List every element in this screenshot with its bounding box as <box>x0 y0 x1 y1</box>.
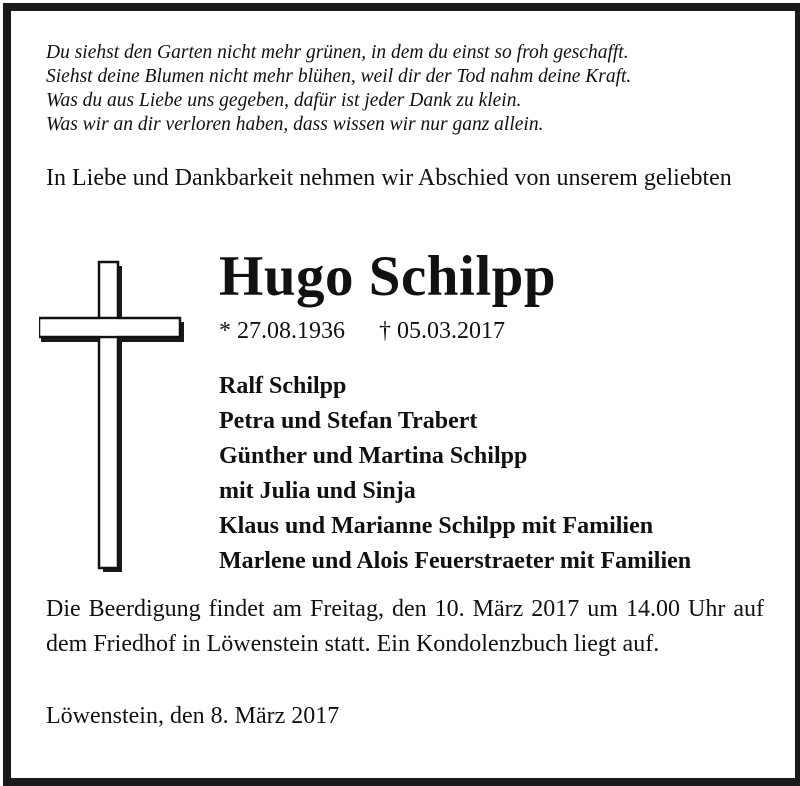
mourner-line: mit Julia und Sinja <box>219 478 416 504</box>
poem-line: Du siehst den Garten nicht mehr grünen, in dem du einst so froh geschafft. <box>46 42 629 63</box>
mourner-line: Klaus und Marianne Schilpp mit Familien <box>219 513 654 539</box>
mourner-line: Ralf Schilpp <box>219 373 347 399</box>
latin-cross-icon <box>39 254 189 589</box>
place-and-date: Löwenstein, den 8. März 2017 <box>46 703 340 729</box>
mourners-list <box>219 369 691 579</box>
mourner-line: Günther und Martina Schilpp <box>219 443 528 469</box>
funeral-details: Die Beerdigung findet am Freitag, den 10. März 2017 um 14.00 Uhr auf dem Friedhof in Löwenstein statt. Ein Kondolenzbuch liegt auf. <box>46 596 764 657</box>
memorial-poem <box>46 41 776 137</box>
mourner-line: Marlene und Alois Feuerstraeter mit Familien <box>219 548 692 574</box>
life-dates <box>219 318 505 345</box>
poem-line: Was wir an dir verloren haben, dass wissen wir nur ganz allein. <box>46 114 544 135</box>
poem-line: Was du aus Liebe uns gegeben, dafür ist jeder Dank zu klein. <box>46 90 522 111</box>
farewell-intro: In Liebe und Dankbarkeit nehmen wir Abschied von unserem geliebten <box>46 165 732 191</box>
mourner-line: Petra und Stefan Trabert <box>219 408 478 434</box>
death-date: † 05.03.2017 <box>379 318 505 344</box>
birth-date: * 27.08.1936 <box>219 318 345 344</box>
deceased-name: Hugo Schilpp <box>219 245 557 308</box>
poem-line: Siehst deine Blumen nicht mehr blühen, weil dir der Tod nahm deine Kraft. <box>46 66 632 87</box>
obituary-notice <box>3 3 800 786</box>
